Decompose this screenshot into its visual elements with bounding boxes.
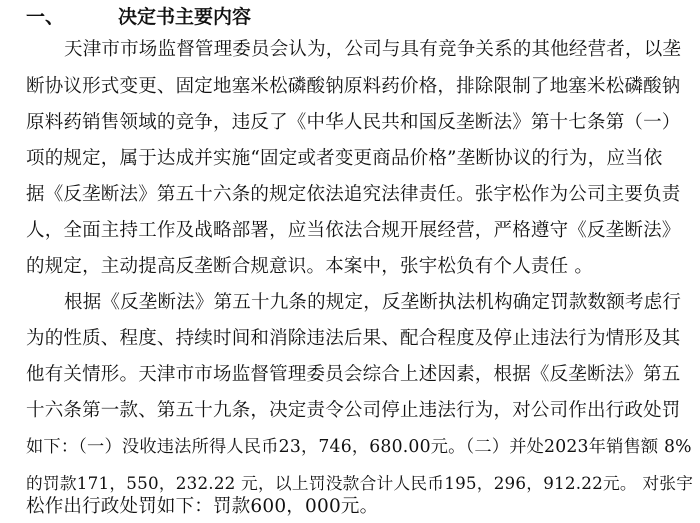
paragraph-2-line-4: 十六条第一款、第五十九条，决定责令公司停止违法行为，对公司作出行政处罚 <box>26 400 681 421</box>
paragraph-1-line-4: 项的规定，属于达成并实施“固定或者变更商品价格”垄断协议的行为，应当依 <box>26 148 663 169</box>
paragraph-1-line-6: 人，全面主持工作及战略部署，应当依法合规开展经营，严格遵守《反垄断法》 <box>26 220 681 241</box>
section-title: 决定书主要内容 <box>118 6 252 28</box>
paragraph-2-line-1: 根据《反垄断法》第五十九条的规定，反垄断执法机构确定罚款数额考虑行 <box>64 292 682 313</box>
paragraph-1-line-2: 断协议形式变更、固定地塞米松磷酸钠原料药价格，排除限制了地塞米松磷酸钠 <box>26 76 681 97</box>
paragraph-2-line-3: 他有关情形。天津市市场监督管理委员会综合上述因素，根据《反垄断法》第五 <box>26 364 681 385</box>
paragraph-1-line-5: 据《反垄断法》第五十六条的规定依法追究法律责任。张宇松作为公司主要负责 <box>26 184 681 205</box>
paragraph-2-line-2: 为的性质、程度、持续时间和消除违法后果、配合程度及停止违法行为情形及其 <box>26 328 681 349</box>
paragraph-1-line-7: 的规定，主动提高反垄断合规意识。本案中，张宇松负有个人责任 。 <box>26 256 594 277</box>
paragraph-1-line-3: 原料药销售领域的竞争，违反了《中华人民共和国反垄断法》第十七条第（一） <box>26 112 681 133</box>
section-heading <box>26 3 251 31</box>
paragraph-2-line-5: 如下：（一）没收违法所得人民币23，746，680.00元。（二）并处2023年销售额 8% <box>26 437 692 457</box>
section-number: 一、 <box>26 6 65 28</box>
paragraph-2-line-6: 的罚款171，550，232.22 元，以上罚没款合计人民币195，296，912.22元。 对张宇 <box>26 473 694 493</box>
paragraph-1-line-1: 天津市市场监督管理委员会认为，公司与具有竞争关系的其他经营者，以垄 <box>64 39 682 60</box>
paragraph-2-line-7: 松作出行政处罚如下：罚款600，000元。 <box>26 496 379 517</box>
